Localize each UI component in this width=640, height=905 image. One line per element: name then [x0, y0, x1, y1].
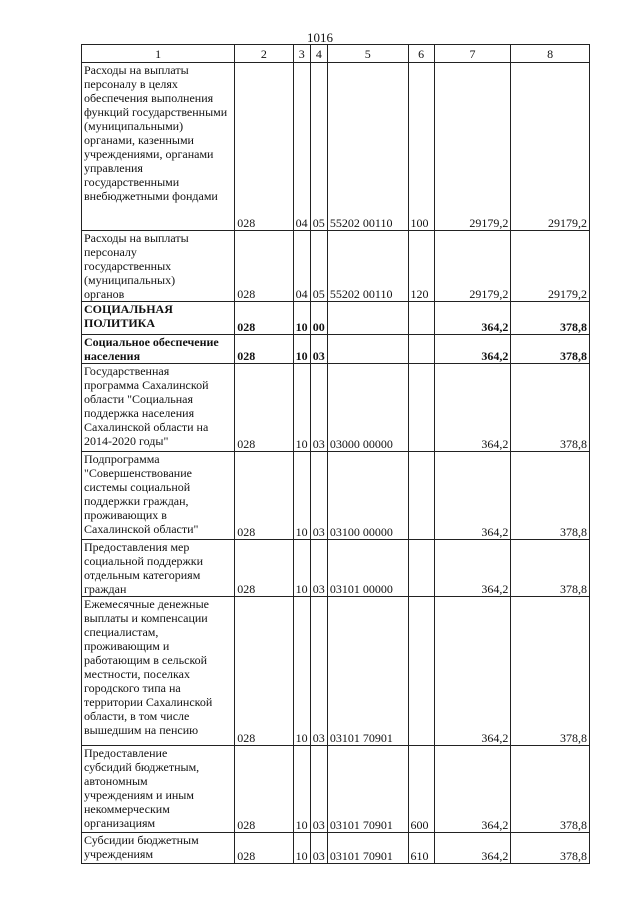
subsection-code: 05: [310, 231, 327, 302]
subsection-code: 05: [310, 63, 327, 231]
column-header: 6: [408, 45, 434, 63]
column-header: 5: [327, 45, 408, 63]
row-name: [82, 746, 235, 833]
ministry-code: 028: [235, 335, 293, 364]
ministry-code: 028: [235, 833, 293, 864]
target-article-code: 55202 00110: [327, 231, 408, 302]
amount-col-8: 378,8: [511, 364, 590, 452]
ministry-code: 028: [235, 231, 293, 302]
table-row: [82, 231, 590, 302]
row-name: [82, 364, 235, 452]
subsection-code: 03: [310, 597, 327, 746]
row-name: [82, 335, 235, 364]
table-row: [82, 597, 590, 746]
column-header: 8: [511, 45, 590, 63]
row-name: [82, 63, 235, 231]
amount-col-8: 378,8: [511, 597, 590, 746]
ministry-code: 028: [235, 302, 293, 335]
expense-type-code: 100: [408, 63, 434, 231]
section-code: 10: [293, 746, 310, 833]
row-name: [82, 540, 235, 597]
subsection-code: 03: [310, 833, 327, 864]
section-code: 10: [293, 833, 310, 864]
subsection-code: 03: [310, 746, 327, 833]
ministry-code: 028: [235, 364, 293, 452]
row-name-text: СОЦИАЛЬНАЯ ПОЛИТИКА: [84, 302, 173, 330]
ministry-code: 028: [235, 597, 293, 746]
table-row: [82, 540, 590, 597]
expense-type-code: [408, 452, 434, 540]
row-name: [82, 231, 235, 302]
row-name-text: Социальное обеспечение населения: [84, 335, 219, 363]
table-row: [82, 302, 590, 335]
expense-type-code: [408, 540, 434, 597]
expense-type-code: [408, 302, 434, 335]
expense-type-code: [408, 597, 434, 746]
section-code: 10: [293, 335, 310, 364]
expense-type-code: 600: [408, 746, 434, 833]
expense-type-code: 610: [408, 833, 434, 864]
table-row: [82, 364, 590, 452]
section-code: 10: [293, 452, 310, 540]
subsection-code: 03: [310, 452, 327, 540]
page-number: 1016: [307, 30, 333, 45]
amount-col-7: 29179,2: [434, 231, 511, 302]
row-name-text: Ежемесячные денежные выплаты и компенсации специалистам, проживающим и работающим в сельской местности, поселках городского типа на территории Сахалинской области, в том числе вышедшим на пенсию: [84, 597, 213, 737]
row-name: [82, 302, 235, 335]
ministry-code: 028: [235, 63, 293, 231]
amount-col-8: 378,8: [511, 452, 590, 540]
amount-col-8: 378,8: [511, 833, 590, 864]
table-row: [82, 452, 590, 540]
table-row: [82, 746, 590, 833]
column-header: 1: [82, 45, 235, 63]
section-code: 04: [293, 231, 310, 302]
amount-col-7: 364,2: [434, 833, 511, 864]
expense-type-code: 120: [408, 231, 434, 302]
ministry-code: 028: [235, 452, 293, 540]
target-article-code: 03101 70901: [327, 746, 408, 833]
section-code: 10: [293, 597, 310, 746]
section-code: 10: [293, 364, 310, 452]
subsection-code: 03: [310, 335, 327, 364]
row-name-text: Предоставление субсидий бюджетным, автономным учреждениям и иным некоммерческим организациям: [84, 746, 200, 830]
ministry-code: 028: [235, 746, 293, 833]
amount-col-7: 364,2: [434, 540, 511, 597]
target-article-code: 03101 70901: [327, 833, 408, 864]
target-article-code: 03100 00000: [327, 452, 408, 540]
row-name-text: Подпрограмма "Совершенствование системы социальной поддержки граждан, проживающих в Сахалинской области": [84, 452, 199, 536]
row-name-text: Государственная программа Сахалинской области "Социальная поддержка населения Сахалинской области на 2014-2020 годы": [84, 364, 209, 448]
amount-col-7: 364,2: [434, 452, 511, 540]
amount-col-8: 29179,2: [511, 63, 590, 231]
amount-col-7: 364,2: [434, 302, 511, 335]
row-name-text: Предоставления мер социальной поддержки отдельным категориям граждан: [84, 540, 204, 596]
target-article-code: 03101 00000: [327, 540, 408, 597]
row-name-text: Расходы на выплаты персоналу государственных (муниципальных) органов: [84, 231, 189, 301]
table-row: [82, 833, 590, 864]
amount-col-8: 29179,2: [511, 231, 590, 302]
amount-col-8: 378,8: [511, 540, 590, 597]
column-header: 3: [293, 45, 310, 63]
target-article-code: 03000 00000: [327, 364, 408, 452]
section-code: 10: [293, 302, 310, 335]
amount-col-8: 378,8: [511, 335, 590, 364]
row-name-text: Субсидии бюджетным учреждениям: [84, 833, 199, 861]
column-header: 7: [434, 45, 511, 63]
column-number-row: [82, 45, 590, 63]
row-name: [82, 597, 235, 746]
subsection-code: 00: [310, 302, 327, 335]
table-row: [82, 63, 590, 231]
row-name: [82, 833, 235, 864]
ministry-code: 028: [235, 540, 293, 597]
row-name: [82, 452, 235, 540]
table-row: [82, 335, 590, 364]
amount-col-8: 378,8: [511, 746, 590, 833]
subsection-code: 03: [310, 364, 327, 452]
amount-col-7: 364,2: [434, 746, 511, 833]
subsection-code: 03: [310, 540, 327, 597]
budget-table: [81, 44, 590, 864]
amount-col-7: 29179,2: [434, 63, 511, 231]
target-article-code: 03101 70901: [327, 597, 408, 746]
target-article-code: [327, 302, 408, 335]
target-article-code: 55202 00110: [327, 63, 408, 231]
amount-col-7: 364,2: [434, 364, 511, 452]
column-header: 2: [235, 45, 293, 63]
row-name-text: Расходы на выплаты персоналу в целях обеспечения выполнения функций государственными (муниципальными) органами, казенными учреждениями, органами управления государственными внебюджетными фондами: [84, 63, 228, 203]
section-code: 10: [293, 540, 310, 597]
expense-type-code: [408, 335, 434, 364]
target-article-code: [327, 335, 408, 364]
column-header: 4: [310, 45, 327, 63]
amount-col-7: 364,2: [434, 597, 511, 746]
section-code: 04: [293, 63, 310, 231]
expense-type-code: [408, 364, 434, 452]
amount-col-8: 378,8: [511, 302, 590, 335]
amount-col-7: 364,2: [434, 335, 511, 364]
